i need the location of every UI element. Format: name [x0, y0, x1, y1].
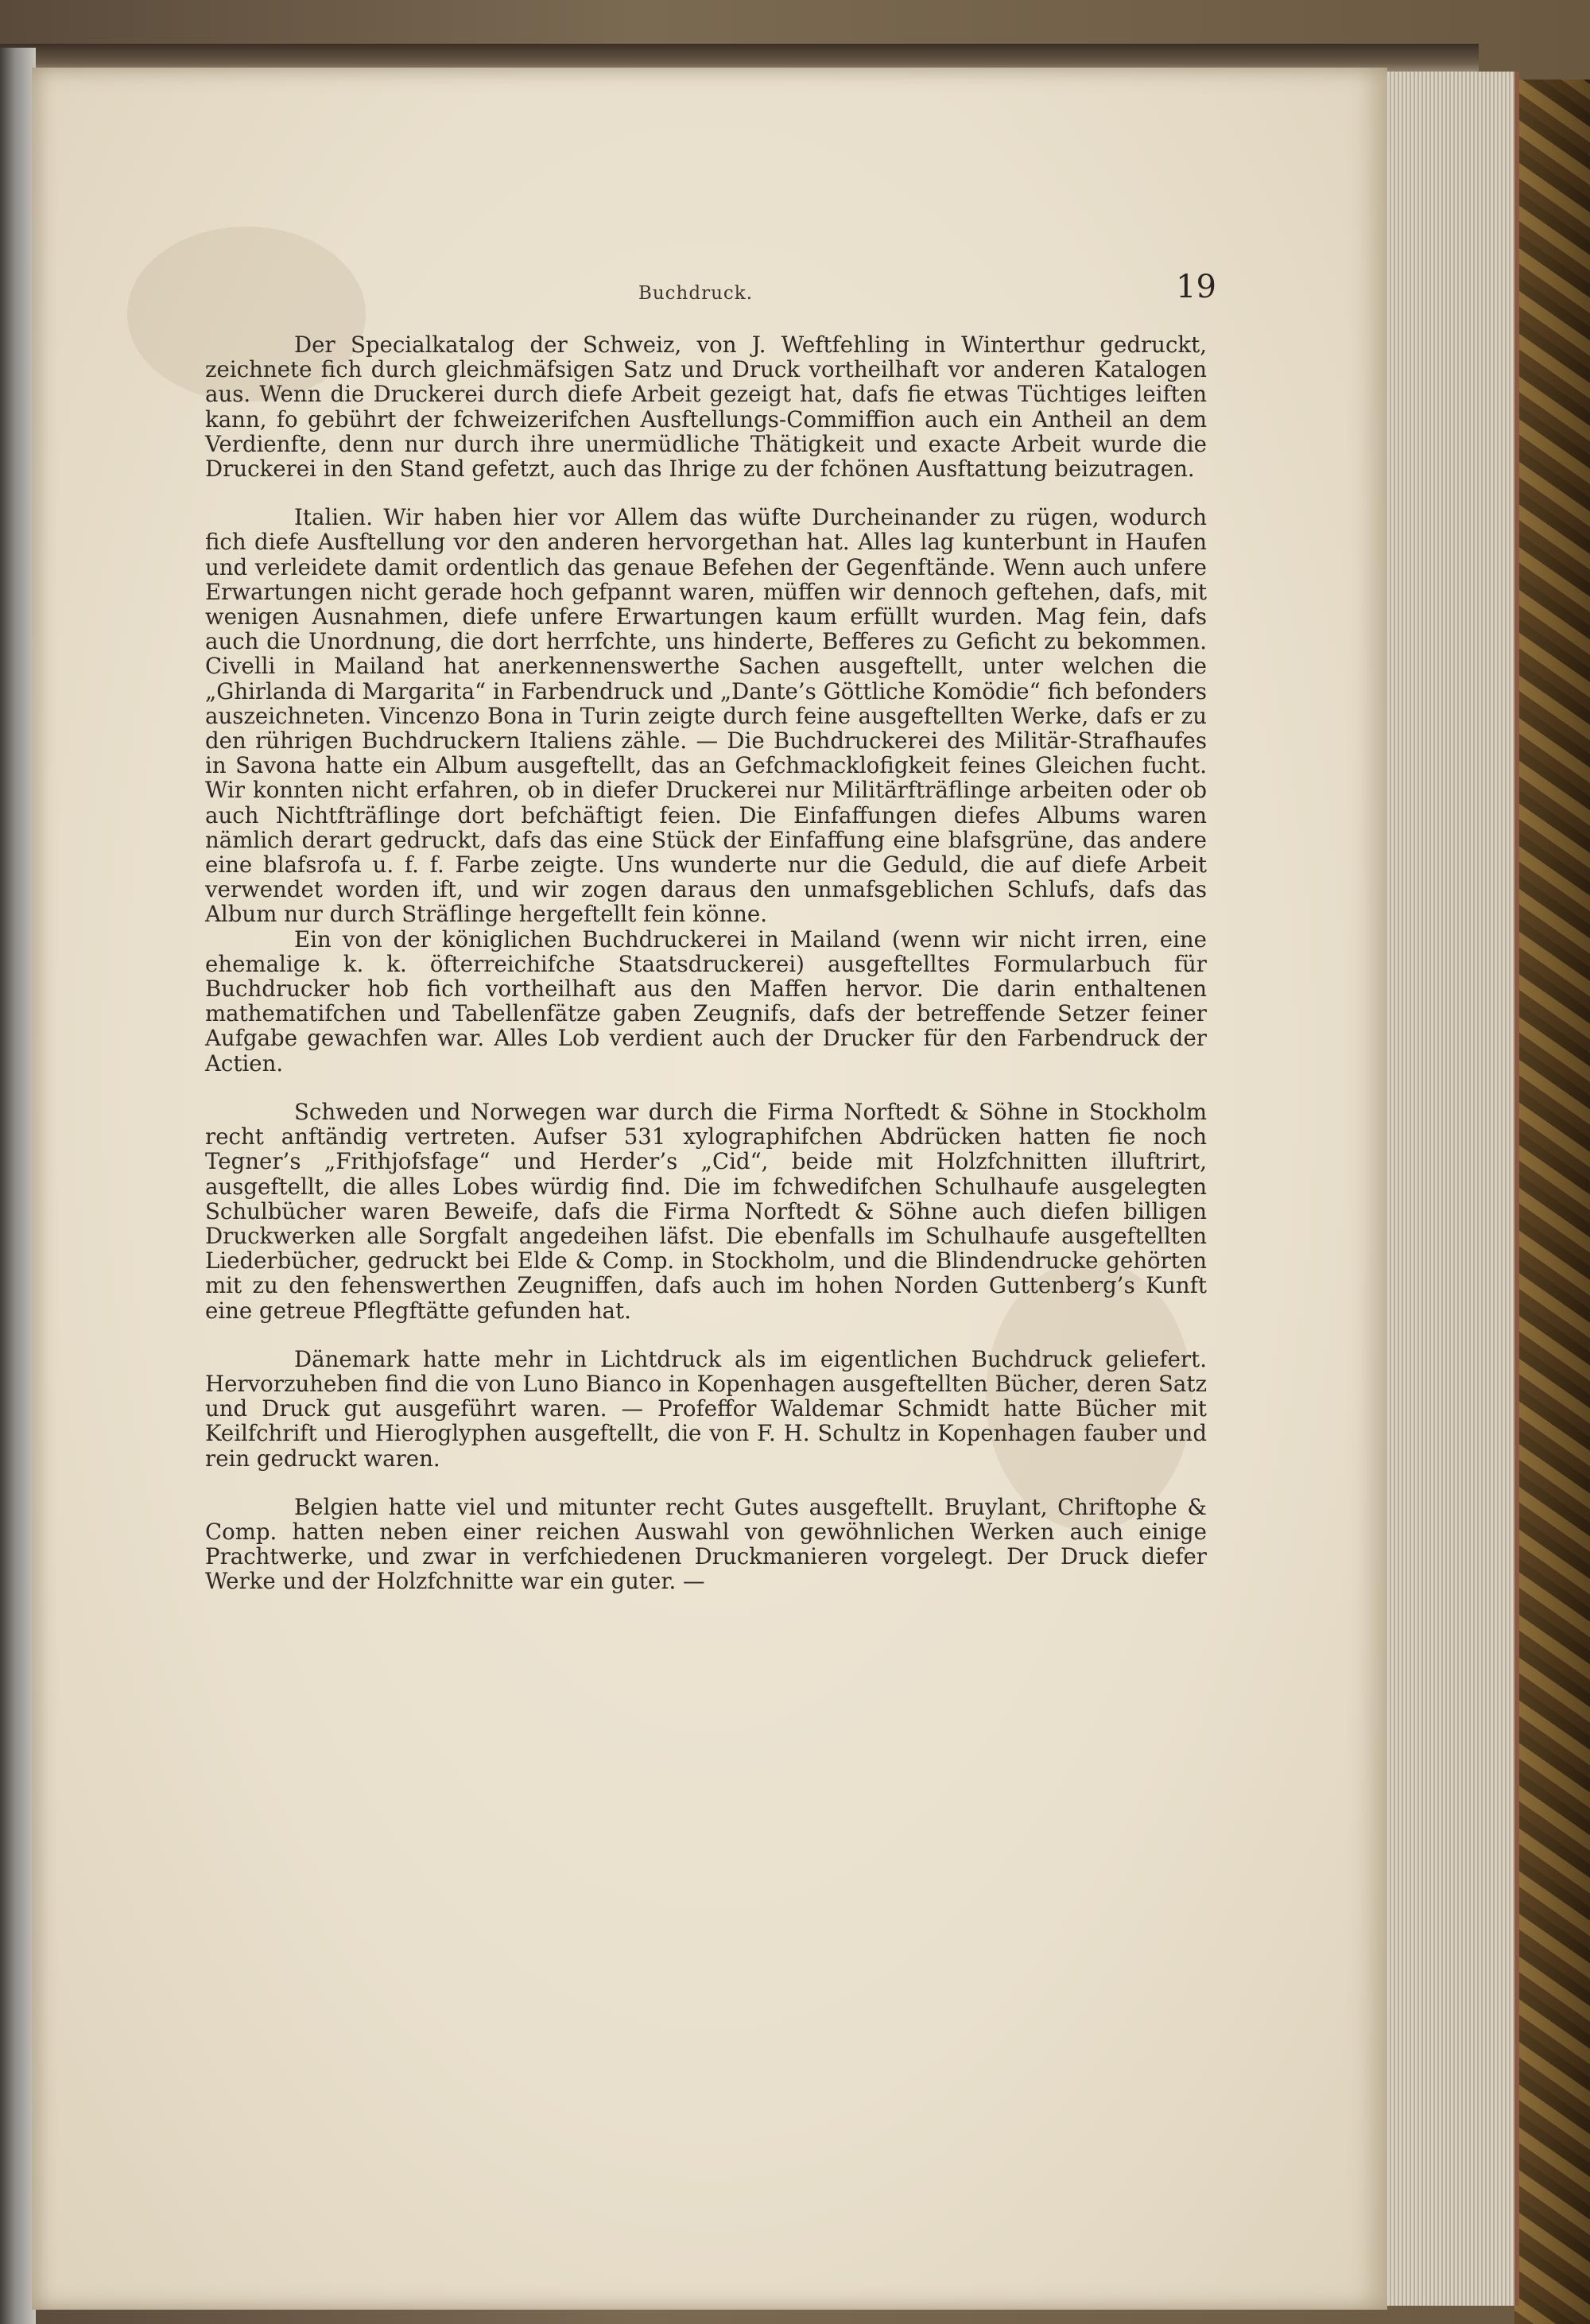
paragraph: Ein von der königlichen Buchdruckerei in Mailand (wenn wir nicht irren, eine ehemalige k. k. öfterreichifche Staatsdruckerei) ausgeftelltes Formularbuch für Buchdrucker hob fich vortheilhaft aus den Maffen hervor. Die darin enthaltenen mathematifchen und Tabellenfätze gaben Zeugnifs, dafs der betreffende Setzer feiner Aufgabe gewachfen war. Alles Lob verdient auch der Drucker für den Farbendruck der Actien. — [205, 925, 1207, 1077]
paragraph: Italien. Wir haben hier vor Allem das wüfte Durcheinander zu rügen, wodurch fich diefe Ausftellung vor den anderen hervorgethan hat. Alles lag kunterbunt in Haufen und verleidete damit ordentlich das genaue Befehen der Gegenftände. Wenn auch unfere Erwartungen nicht gerade hoch gefpannt waren, müffen wir dennoch geftehen, dafs, mit wenigen Ausnahmen, diefe unfere Erwartungen kaum erfüllt wurden. Mag fein, dafs auch die Unordnung, die dort herrfchte, uns hinderte, Befferes zu Geficht zu bekommen. Civelli in Mailand hat anerkennenswerthe Sachen ausgeftellt, unter welchen die „Ghirlanda di Margarita“ in Farbendruck und „Dante’s Göttliche Komödie“ fich befonders auszeichneten. Vincenzo Bona in Turin zeigte durch feine ausgeftellten Werke, dafs er zu den rührigen Buchdruckern Italiens zähle. — Die Buchdruckerei des Militär-Strafhaufes in Savona hatte ein Album ausgeftellt, das an Gefchmacklofigkeit feines Gleichen fucht. Wir konnten nicht erfahren, ob in diefer Druckerei nur Militärfträflinge arbeiten oder ob auch Nichtfträflinge dort befchäftigt feien. Die Einfaffungen diefes Albums waren nämlich derart gedruckt, dafs das eine Stück der Einfaffung eine blafsgrüne, das andere eine blafsrofa u. f. f. Farbe zeigte. Uns wunderte nur die Geduld, die auf diefe Arbeit verwendet worden ift, und wir zogen daraus den unmafsgeblichen Schlufs, dafs das Album nur durch Sträflinge hergeftellt fein könne. — [205, 504, 1207, 928]
paragraph: Schweden und Norwegen war durch die Firma Norftedt & Söhne in Stockholm recht anftändig vertreten. Aufser 531 xylographifchen Abdrücken hatten fie noch Tegner’s „Frithjofsfage“ und Herder’s „Cid“, beide mit Holzfchnitten illuftrirt, ausgeftellt, die alles Lobes würdig find. Die im fchwedifchen Schulhaufe ausgelegten Schulbücher waren Beweife, dafs die Firma Norftedt & Söhne auch diefen billigen Druckwerken alle Sorgfalt angedeihen läfst. Die ebenfalls im Schulhaufe ausgeftellten Liederbücher, gedruckt bei Elde & Comp. in Stockholm, und die Blindendrucke gehörten mit zu den fehenswerthen Zeugniffen, dafs auch im hohen Norden Guttenberg’s Kunft eine getreue Pflegftätte gefunden hat. — [205, 1098, 1207, 1324]
paragraph: Der Specialkatalog der Schweiz, von J. Weftfehling in Winterthur gedruckt, zeichnete fich durch gleichmäfsigen Satz und Druck vortheilhaft vor anderen Katalogen aus. Wenn die Druckerei durch diefe Arbeit gezeigt hat, dafs fie etwas Tüchtiges leiften kann, fo gebührt der fchweizerifchen Ausftellungs-Commiffion auch ein Antheil an dem Verdienfte, denn nur durch ihre unermüdliche Thätigkeit und exacte Arbeit wurde die Druckerei in den Stand gefetzt, auch das Ihrige zu der fchönen Ausftattung beizutragen. — [205, 332, 1207, 483]
paragraph: Dänemark hatte mehr in Lichtdruck als im eigentlichen Buchdruck geliefert. Hervorzuheben find die von Luno Bianco in Kopenhagen ausgeftellten Bücher, deren Satz und Druck gut ausgeführt waren. — Profeffor Waldemar Schmidt hatte Bücher mit Keilfchrift und Hieroglyphen ausgeftellt, die von F. H. Schultz in Kopenhagen fauber und rein gedruckt waren. — [205, 1345, 1207, 1472]
left-cover-edge — [0, 48, 36, 2324]
page-block-edge — [1379, 72, 1519, 2306]
paragraph: Belgien hatte viel und mitunter recht Gutes ausgeftellt. Bruylant, Chriftophe & Comp. hatten neben einer reichen Auswahl von gewöhnlichen Werken auch einige Prachtwerke, und zwar in verfchiedenen Druckmanieren vorgelegt. Der Druck diefer Werke und der Holzfchnitte war ein guter. — — [205, 1493, 1207, 1595]
body-text — [205, 332, 1207, 1594]
marbled-board — [1514, 80, 1590, 2324]
page-number: 19 — [1176, 269, 1216, 305]
page-header — [175, 269, 1216, 316]
running-head: Buchdruck. — [638, 283, 754, 304]
